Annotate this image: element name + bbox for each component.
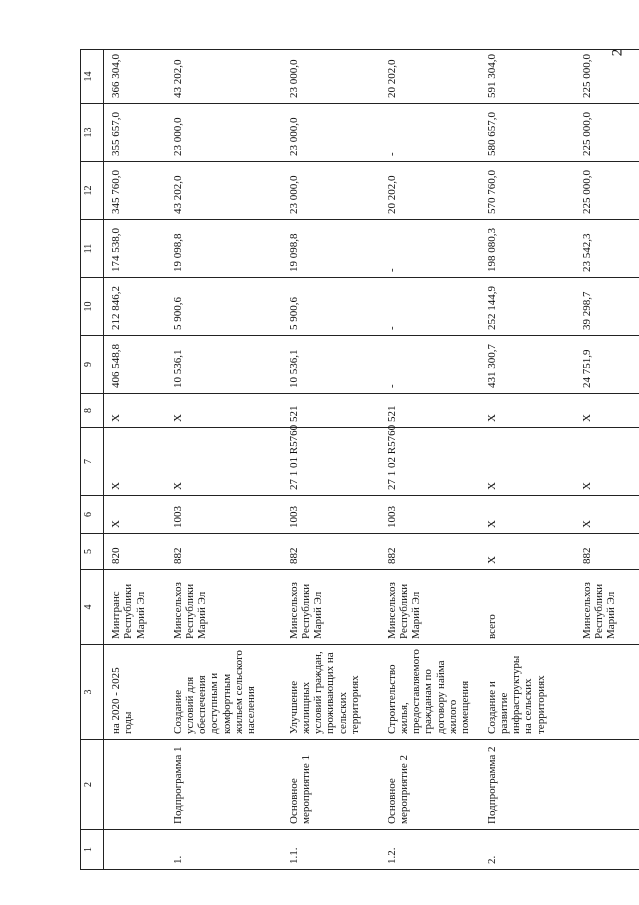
cell-value: 225 000,0 [577, 50, 639, 104]
cell-rzpr: 1003 [284, 496, 382, 534]
cell-value: 19 098,8 [284, 220, 382, 278]
cell-value: 406 548,8 [104, 336, 168, 394]
cell-csr: 27 1 01 R5760 [284, 428, 382, 496]
cell-status: Подпрограмма 1 [168, 740, 284, 830]
header-cell: 2 [81, 740, 104, 830]
header-cell: 12 [81, 162, 104, 220]
cell-executor: Минсельхоз Республики Марий Эл [284, 570, 382, 645]
header-cell: 14 [81, 50, 104, 104]
cell-status [577, 740, 639, 830]
header-row [81, 50, 104, 870]
cell-value: 366 304,0 [104, 50, 168, 104]
cell-value: 43 202,0 [168, 50, 284, 104]
header-cell: 5 [81, 534, 104, 570]
cell-number [577, 830, 639, 870]
cell-value: 252 144,9 [482, 278, 577, 336]
cell-name [577, 645, 639, 740]
table-row [482, 50, 577, 870]
header-cell: 8 [81, 394, 104, 428]
cell-number: 1. [168, 830, 284, 870]
table-row [104, 50, 168, 870]
cell-value: 5 900,6 [284, 278, 382, 336]
table-row [382, 50, 482, 870]
cell-number: 2. [482, 830, 577, 870]
cell-value: 23 542,3 [577, 220, 639, 278]
header-cell: 9 [81, 336, 104, 394]
header-cell: 10 [81, 278, 104, 336]
cell-executor: всего [482, 570, 577, 645]
cell-name: на 2020 - 2025 годы [104, 645, 168, 740]
cell-executor: Минтранс Республики Марий Эл [104, 570, 168, 645]
cell-vr: X [577, 394, 639, 428]
cell-value: 212 846,2 [104, 278, 168, 336]
cell-csr: X [577, 428, 639, 496]
cell-status: Подпрограмма 2 [482, 740, 577, 830]
cell-value: 20 202,0 [382, 162, 482, 220]
cell-value: - [382, 336, 482, 394]
table-row [577, 50, 639, 870]
rotated-table-container [80, 50, 639, 870]
cell-name: Создание условий для обеспечения доступным и комфортным жильем сельского населения [168, 645, 284, 740]
cell-executor: Минсельхоз Республики Марий Эл [382, 570, 482, 645]
cell-vr: X [482, 394, 577, 428]
cell-value: 23 000,0 [284, 104, 382, 162]
cell-vr: X [104, 394, 168, 428]
cell-value: - [382, 220, 482, 278]
cell-value: 198 080,3 [482, 220, 577, 278]
cell-vr: 521 [284, 394, 382, 428]
page-number: 2 [609, 48, 626, 57]
table-row [284, 50, 382, 870]
cell-name: Строительство жилья, предоставляемого гражданам по договору найма жилого помещения [382, 645, 482, 740]
table-row [168, 50, 284, 870]
cell-value: 10 536,1 [284, 336, 382, 394]
cell-csr: X [168, 428, 284, 496]
cell-value: 20 202,0 [382, 50, 482, 104]
cell-grbs: 882 [382, 534, 482, 570]
cell-status: Основное мероприятие 1 [284, 740, 382, 830]
cell-value: 39 298,7 [577, 278, 639, 336]
cell-executor: Минсельхоз Республики Марий Эл [168, 570, 284, 645]
header-cell: 11 [81, 220, 104, 278]
cell-grbs: 882 [284, 534, 382, 570]
cell-status: Основное мероприятие 2 [382, 740, 482, 830]
cell-csr: X [104, 428, 168, 496]
header-cell: 1 [81, 830, 104, 870]
cell-number: 1.2. [382, 830, 482, 870]
header-cell: 7 [81, 428, 104, 496]
cell-status [104, 740, 168, 830]
cell-value: 23 000,0 [284, 50, 382, 104]
cell-vr: X [168, 394, 284, 428]
cell-value: - [382, 104, 482, 162]
cell-value: 19 098,8 [168, 220, 284, 278]
cell-value: 174 538,0 [104, 220, 168, 278]
cell-grbs: 820 [104, 534, 168, 570]
cell-number: 1.1. [284, 830, 382, 870]
cell-value: 225 000,0 [577, 162, 639, 220]
header-cell: 4 [81, 570, 104, 645]
cell-csr: X [482, 428, 577, 496]
cell-rzpr: 1003 [168, 496, 284, 534]
cell-csr: 27 1 02 R5760 [382, 428, 482, 496]
cell-value: 345 760,0 [104, 162, 168, 220]
cell-value: 43 202,0 [168, 162, 284, 220]
cell-rzpr: 1003 [382, 496, 482, 534]
cell-value: 24 751,9 [577, 336, 639, 394]
cell-value: 5 900,6 [168, 278, 284, 336]
cell-rzpr: X [104, 496, 168, 534]
cell-executor: Минсельхоз Республики Марий Эл [577, 570, 639, 645]
cell-value: 10 536,1 [168, 336, 284, 394]
cell-value: 355 657,0 [104, 104, 168, 162]
cell-vr: 521 [382, 394, 482, 428]
cell-name: Создание и развитие инфраструктуры на сельских территориях [482, 645, 577, 740]
cell-name: Улучшение жилищных условий граждан, проживающих на сельских территориях [284, 645, 382, 740]
header-cell: 3 [81, 645, 104, 740]
cell-value: 431 300,7 [482, 336, 577, 394]
cell-grbs: 882 [577, 534, 639, 570]
cell-rzpr: X [482, 496, 577, 534]
cell-value: 570 760,0 [482, 162, 577, 220]
cell-value: 225 000,0 [577, 104, 639, 162]
cell-value: 23 000,0 [168, 104, 284, 162]
cell-value: - [382, 278, 482, 336]
cell-grbs: X [482, 534, 577, 570]
cell-number [104, 830, 168, 870]
cell-value: 23 000,0 [284, 162, 382, 220]
header-cell: 6 [81, 496, 104, 534]
cell-grbs: 882 [168, 534, 284, 570]
cell-value: 591 304,0 [482, 50, 577, 104]
cell-rzpr: X [577, 496, 639, 534]
cell-value: 580 657,0 [482, 104, 577, 162]
header-cell: 13 [81, 104, 104, 162]
budget-table [80, 49, 639, 870]
